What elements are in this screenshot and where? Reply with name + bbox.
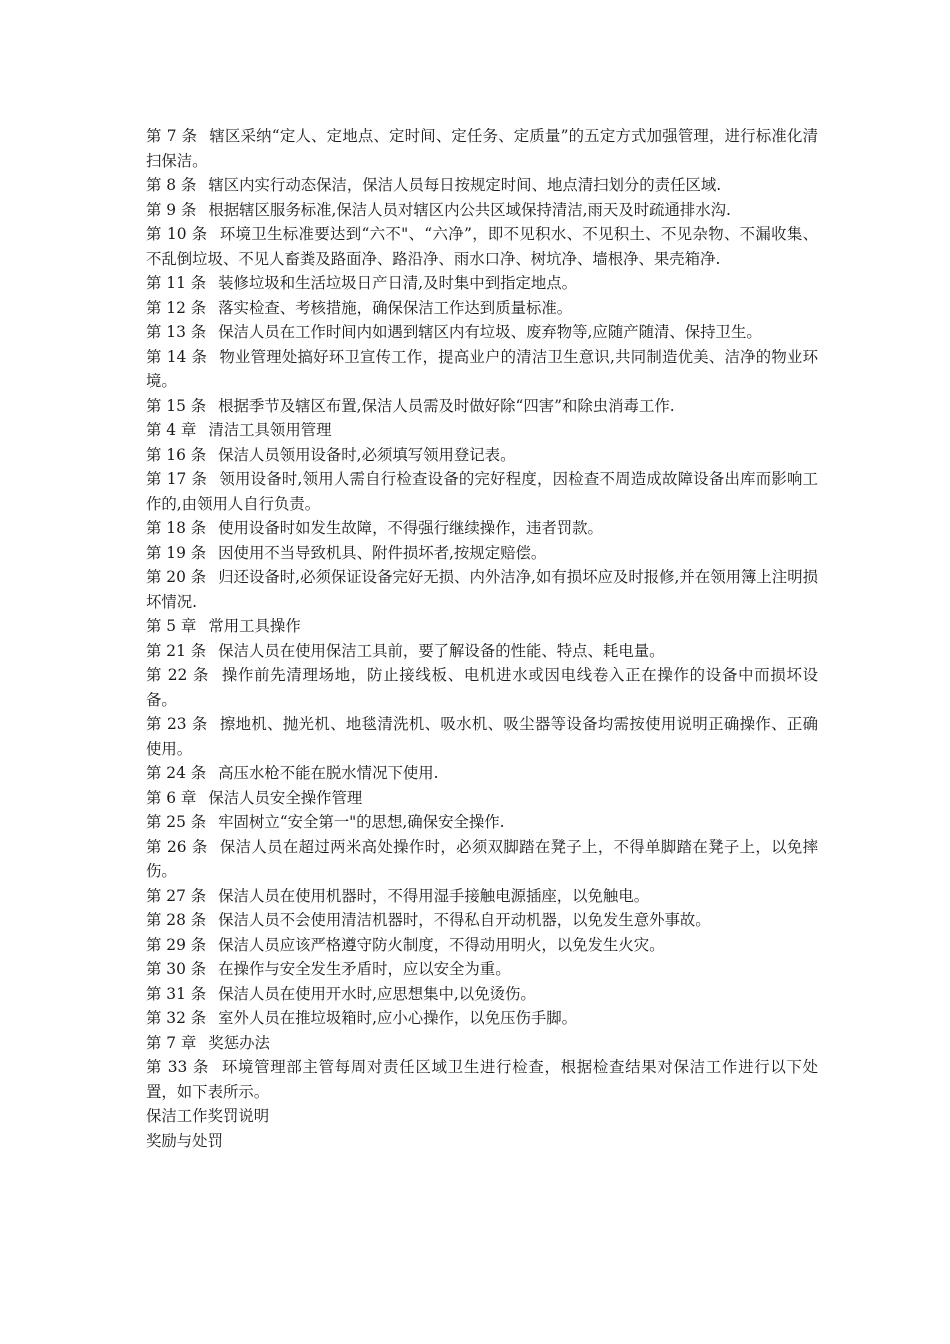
article-text: 保洁人员在超过两米高处操作时，必须双脚踏在凳子上，不得单脚踏在凳子上，以免摔伤。	[146, 837, 818, 880]
chapter-label: 第 4 章	[146, 421, 197, 439]
chapter-title: 保洁人员安全操作管理	[208, 788, 363, 807]
article-label: 第 32 条	[146, 1009, 207, 1027]
article-text: 落实检查、考核措施，确保保洁工作达到质量标准。	[218, 298, 573, 317]
article-label: 第 28 条	[146, 911, 207, 929]
article-16	[146, 443, 818, 468]
chapter-title: 常用工具操作	[208, 617, 301, 635]
article-text: 保洁人员在使用保洁工具前，要了解设备的性能、特点、耗电量。	[218, 641, 665, 660]
table-caption: 保洁工作奖罚说明	[146, 1107, 270, 1125]
article-22	[146, 663, 818, 712]
article-25	[146, 810, 818, 835]
article-29	[146, 933, 818, 958]
article-text: 根据季节及辖区布置,保洁人员需及时做好除“四害”和除虫消毒工作.	[218, 396, 675, 415]
article-label: 第 26 条	[146, 837, 208, 856]
article-7	[146, 124, 818, 173]
article-13	[146, 320, 818, 345]
article-28	[146, 908, 818, 933]
article-24	[146, 761, 818, 786]
article-text: 保洁人员应该严格遵守防火制度，不得动用明火，以免发生火灾。	[218, 935, 665, 954]
article-text: 装修垃圾和生活垃圾日产日清,及时集中到指定地点。	[218, 274, 578, 292]
article-label: 第 19 条	[146, 543, 207, 562]
article-26	[146, 835, 818, 884]
article-text: 领用设备时,领用人需自行检查设备的完好程度，因检查不周造成故障设备出库而影响工作的,由领用人自行负责。	[146, 470, 818, 513]
article-8	[146, 173, 818, 198]
article-text: 保洁人员不会使用清洁机器时，不得私自开动机器，以免发生意外事故。	[218, 911, 711, 929]
article-text: 辖区采纳“定人、定地点、定时间、定任务、定质量”的五定方式加强管理，进行标准化清扫保洁。	[146, 127, 818, 170]
chapter-7-heading	[146, 1031, 818, 1056]
article-19	[146, 541, 818, 566]
article-11	[146, 271, 818, 296]
article-label: 第 22 条	[146, 666, 210, 684]
article-text: 操作前先清理场地，防止接线板、电机进水或因电线卷入正在操作的设备中而损坏设备。	[146, 666, 818, 709]
chapter-4-heading	[146, 418, 818, 443]
article-text: 保洁人员领用设备时,必须填写领用登记表。	[218, 445, 516, 464]
article-label: 第 10 条	[146, 225, 208, 243]
article-text: 擦地机、抛光机、地毯清洗机、吸水机、吸尘器等设备均需按使用说明正确操作、正确使用。	[146, 715, 818, 758]
article-label: 第 14 条	[146, 347, 208, 366]
article-label: 第 7 条	[146, 127, 198, 145]
article-31	[146, 982, 818, 1007]
article-label: 第 29 条	[146, 935, 207, 954]
article-text: 在操作与安全发生矛盾时，应以安全为重。	[218, 960, 511, 978]
article-label: 第 24 条	[146, 764, 207, 782]
article-text: 高压水枪不能在脱水情况下使用.	[218, 764, 439, 782]
article-9	[146, 198, 818, 223]
chapter-title: 清洁工具领用管理	[208, 421, 332, 439]
article-21	[146, 639, 818, 664]
document-body	[146, 124, 818, 1153]
article-text: 因使用不当导致机具、附件损坏者,按规定赔偿。	[218, 543, 547, 562]
article-label: 第 18 条	[146, 519, 207, 537]
article-label: 第 16 条	[146, 445, 207, 464]
article-10	[146, 222, 818, 271]
chapter-6-heading	[146, 786, 818, 811]
article-text: 室外人员在推垃圾箱时,应小心操作，以免压伤手脚。	[218, 1009, 578, 1027]
article-33	[146, 1055, 818, 1104]
article-text: 辖区内实行动态保洁，保洁人员每日按规定时间、地点清扫划分的责任区域.	[208, 176, 722, 194]
article-30	[146, 957, 818, 982]
article-text: 保洁人员在使用开水时,应思想集中,以免烫伤。	[218, 984, 536, 1003]
article-label: 第 33 条	[146, 1058, 210, 1076]
article-label: 第 11 条	[146, 274, 207, 292]
article-label: 第 27 条	[146, 886, 207, 905]
article-text: 根据辖区服务标准,保洁人员对辖区内公共区域保持清洁,雨天及时疏通排水沟.	[208, 200, 731, 219]
article-32	[146, 1006, 818, 1031]
article-label: 第 21 条	[146, 641, 207, 660]
article-27	[146, 884, 818, 909]
article-text: 环境卫生标准要达到“六不"、“六净”，即不见积水、不见积土、不见杂物、不漏收集、不乱倒垃圾、不见人畜粪及路面净、路沿净、雨水口净、树坑净、墙根净、果壳箱净.	[146, 225, 818, 268]
article-text: 物业管理处搞好环卫宣传工作，提高业户的清洁卫生意识,共同制造优美、洁净的物业环境。	[146, 347, 818, 390]
article-text: 牢固树立“安全第一"的思想,确保安全操作.	[218, 813, 505, 831]
chapter-label: 第 5 章	[146, 617, 197, 635]
article-label: 第 31 条	[146, 984, 207, 1003]
article-17	[146, 467, 818, 516]
article-text: 归还设备时,必须保证设备完好无损、内外洁净,如有损坏应及时报修,并在领用簿上注明损坏情况.	[146, 568, 818, 611]
article-text: 保洁人员在使用机器时，不得用湿手接触电源插座，以免触电。	[218, 886, 650, 905]
article-label: 第 20 条	[146, 568, 207, 586]
chapter-label: 第 7 章	[146, 1033, 197, 1052]
article-text: 保洁人员在工作时间内如遇到辖区内有垃圾、废弃物等,应随产随清、保持卫生。	[218, 323, 762, 341]
article-text: 使用设备时如发生故障，不得强行继续操作，违者罚款。	[218, 519, 603, 537]
article-label: 第 13 条	[146, 323, 207, 341]
article-15	[146, 394, 818, 419]
chapter-label: 第 6 章	[146, 788, 197, 807]
article-20	[146, 565, 818, 614]
chapter-title: 奖惩办法	[208, 1033, 270, 1052]
article-label: 第 12 条	[146, 298, 207, 317]
article-18	[146, 516, 818, 541]
table-subheading: 奖励与处罚	[146, 1131, 223, 1150]
article-label: 第 8 条	[146, 176, 197, 194]
article-14	[146, 345, 818, 394]
article-23	[146, 712, 818, 761]
article-text: 环境管理部主管每周对责任区域卫生进行检查，根据检查结果对保洁工作进行以下处置，如下表所示。	[146, 1058, 818, 1101]
article-label: 第 17 条	[146, 470, 208, 488]
article-label: 第 15 条	[146, 396, 207, 415]
chapter-5-heading	[146, 614, 818, 639]
article-label: 第 25 条	[146, 813, 207, 831]
article-12	[146, 296, 818, 321]
article-label: 第 30 条	[146, 960, 207, 978]
article-label: 第 23 条	[146, 715, 208, 733]
article-label: 第 9 条	[146, 200, 197, 219]
